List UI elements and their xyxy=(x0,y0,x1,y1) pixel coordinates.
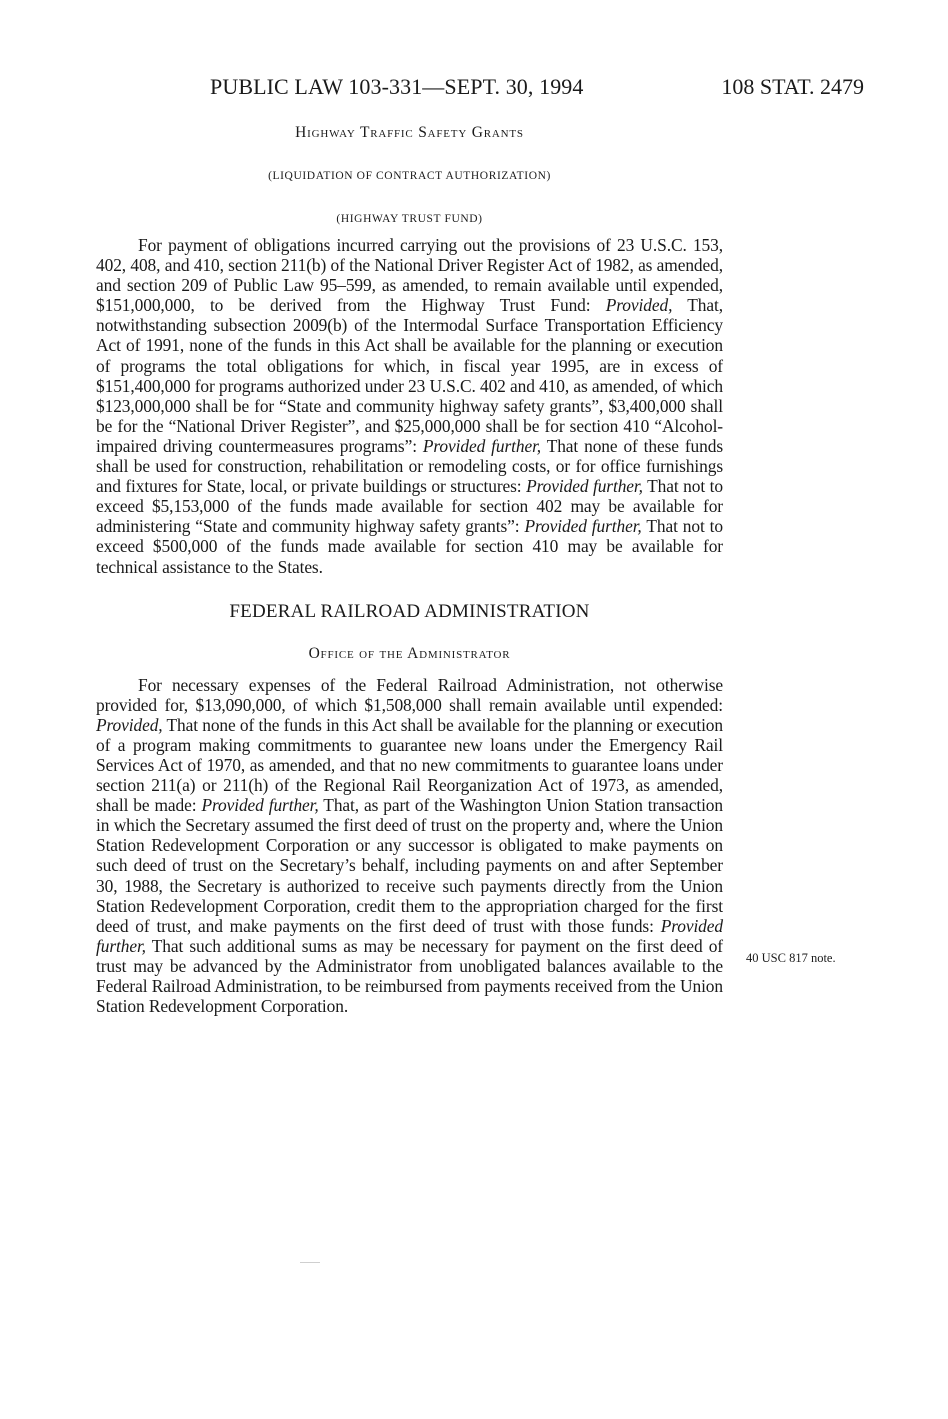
highway-safety-paragraph xyxy=(96,235,723,577)
paragraph-text: That none of these funds shall be used for construction, rehabilitation or remodeling costs, or for office furnishings and fixtures for State, local, or private buildings or structures: xyxy=(96,435,723,497)
margin-note-citation: 40 USC 817 note. xyxy=(746,951,836,965)
public-law-title: PUBLIC LAW 103-331—SEPT. 30, 1994 xyxy=(210,74,584,99)
statute-page-number: 108 STAT. 2479 xyxy=(721,74,864,99)
footer-rule xyxy=(300,1262,320,1263)
section-heading-office-of-administrator: Office of the Administrator xyxy=(308,644,511,662)
subheading-liquidation: (LIQUIDATION OF CONTRACT AUTHORIZATION) xyxy=(268,170,551,182)
paragraph-text: For necessary expenses of the Federal Railroad Administration, not otherwise provided for, $13,090,000, of which $1,508,000 shall remain available until expended: xyxy=(96,674,723,715)
proviso-phrase: Provided further, xyxy=(96,915,723,956)
proviso-phrase: Provided further, xyxy=(526,476,643,497)
paragraph-text: That none of the funds in this Act shall be available for the planning or execution of a program making commitments to guarantee new loans under the Emergency Rail Services Act of 1970, as amended, and that no new commitments to guarantee loans under section 211(a) or 211(h) of the Regional Rail Reorganization Act of 1973, as amended, shall be made: xyxy=(96,714,723,816)
paragraph-text: That, notwithstanding subsection 2009(b) of the Intermodal Surface Transportation Efficiency Act of 1991, none of the funds in this Act shall be available for the planning or execution of programs the total obligations for which, in fiscal year 1995, are in excess of $151,400,000 for programs authorized under 23 U.S.C. 402 and 410, as amended, of which $123,000,000 shall be for “State and community highway safety grants”, $3,400,000 shall be for the “National Driver Register”, and $25,000,000 shall be for section 410 “Alcohol-impaired driving countermeasures programs”: xyxy=(96,295,723,456)
section-heading-highway-traffic-safety-grants: Highway Traffic Safety Grants xyxy=(295,124,524,141)
paragraph-text: That not to exceed $500,000 of the funds made available for section 410 may be available for technical assistance to the States. xyxy=(96,516,723,577)
proviso-phrase: Provided, xyxy=(96,714,163,735)
page-header xyxy=(96,74,864,106)
paragraph-text: That such additional sums as may be necessary for payment on the first deed of trust may be advanced by the Administrator from unobligated balances available to the Federal Railroad Administration, to be reimbursed from payments received from the Union Station Redevelopment Corporation. xyxy=(96,935,723,1017)
paragraph-text: For payment of obligations incurred carrying out the provisions of 23 U.S.C. 153, 402, 408, and 410, section 211(b) of the National Driver Register Act of 1982, as amended, and section 209 of Public Law 95–599, as amended, to remain available until expended, $151,000,000, to be derived from the Highway Trust Fund: xyxy=(96,235,723,316)
agency-heading-fra: FEDERAL RAILROAD ADMINISTRATION xyxy=(229,600,590,622)
proviso-phrase: Provided further, xyxy=(201,795,319,816)
proviso-phrase: Provided further, xyxy=(524,516,642,537)
main-text-column xyxy=(96,118,723,1016)
subheading-highway-trust-fund: (HIGHWAY TRUST FUND) xyxy=(336,213,483,225)
proviso-phrase: Provided further, xyxy=(422,435,542,456)
proviso-phrase: Provided, xyxy=(605,295,673,316)
paragraph-text: That not to exceed $5,153,000 of the funds made available for section 402 may be available for administering “State and community highway safety grants”: xyxy=(96,476,723,537)
fra-paragraph xyxy=(96,675,723,1017)
paragraph-text: That, as part of the Washington Union Station transaction in which the Secretary assumed the first deed of trust on the property and, where the Union Station Redevelopment Corporation or any successor is obligated to make payments on such deed of trust on the Secretary’s behalf, including payments on and after September 30, 1988, the Secretary is authorized to receive such payments directly from the Union Station Redevelopment Corporation, credit them to the appropriation charged for the first deed of trust, and make payments on the first deed of trust with those funds: xyxy=(96,795,723,936)
